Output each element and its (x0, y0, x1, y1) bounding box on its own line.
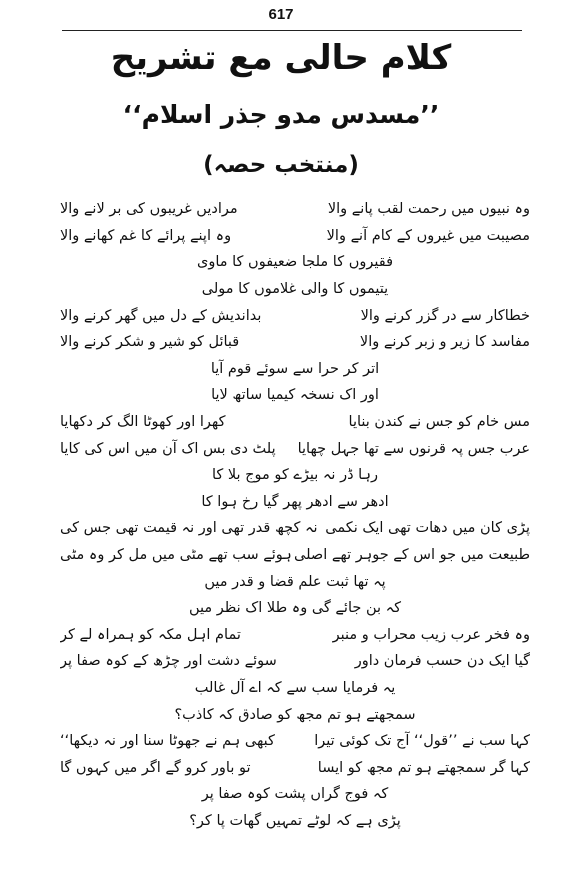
verse-left-half: پلٹ دی بس اک آن میں اس کی کایا (60, 440, 276, 457)
verse-right-half: طبیعت میں جو اس کے جوہر تھے اصلی (294, 546, 530, 563)
poem-line-couplet (60, 622, 530, 649)
poem-line-couplet (60, 409, 530, 436)
verse-text: فقیروں کا ملجا ضعیفوں کا ماوی (196, 254, 394, 271)
poem-line-centered (60, 568, 530, 595)
poem-line-couplet (60, 754, 530, 781)
verse-right-half: خطاکار سے در گزر کرنے والا (360, 307, 530, 324)
poem-line-centered (60, 489, 530, 516)
verse-right-half: وہ نبیوں میں رحمت لقب پانے والا (327, 201, 530, 218)
page-number: 617 (268, 6, 294, 23)
verse-left-half: وہ اپنے پرائے کا غم کھانے والا (60, 227, 232, 244)
verse-left-half: ہوئے سب تھے مٹی میں مل کر وہ مٹی (60, 546, 292, 563)
verse-right-half: وہ فخر عرب زیب محراب و منبر (332, 626, 530, 643)
poem-line-couplet (60, 728, 530, 755)
verse-right-half: کہا گر سمجھتے ہو تم مجھ کو ایسا (317, 759, 530, 776)
verse-right-half: عرب جس پہ قرنوں سے تھا جہل چھایا (297, 440, 530, 457)
verse-right-half: پڑی کان میں دھات تھی ایک نکمی (325, 520, 530, 537)
poem-line-couplet (60, 542, 530, 569)
verse-left-half: مرادیں غریبوں کی بر لانے والا (60, 201, 238, 218)
verse-text: رہا ڈر نہ بیڑے کو موج بلا کا (211, 467, 379, 484)
poem-line-couplet (60, 223, 530, 250)
poem-line-centered (60, 595, 530, 622)
verse-text: اور اک نسخہ کیمیا ساتھ لایا (211, 387, 379, 404)
section-label: (منتخب حصہ) (203, 152, 359, 178)
verse-left-half: کھرا اور کھوٹا الگ کر دکھایا (60, 413, 226, 430)
verse-left-half: نہ کچھ قدر تھی اور نہ قیمت تھی جس کی (60, 520, 318, 537)
verse-text: سمجھتے ہو تم مجھ کو صادق کہ کاذب؟ (174, 706, 416, 723)
poem-line-couplet (60, 648, 530, 675)
poem-line-couplet (60, 329, 530, 356)
verse-left-half: تو باور کرو گے اگر میں کہوں گا (60, 759, 251, 776)
verse-right-half: مفاسد کا زیر و زبر کرنے والا (359, 334, 530, 351)
poem-line-couplet (60, 515, 530, 542)
poem-line-centered (60, 249, 530, 276)
page-title: کلام حالی مع تشریح (110, 38, 452, 78)
verse-right-half: مس خام کو جس نے کندن بنایا (348, 413, 530, 430)
verse-text: یہ فرمایا سب سے کہ اے آل غالب (194, 679, 396, 696)
verse-left-half: تمام اہل مکہ کو ہمراہ لے کر (60, 626, 241, 643)
verse-text: ادھر سے ادھر پھر گیا رخ ہوا کا (201, 493, 389, 510)
verse-left-half: کبھی ہم نے جھوٹا سنا اور نہ دیکھا‘‘ (60, 733, 275, 750)
verse-left-half: بداندیش کے دل میں گھر کرنے والا (60, 307, 262, 324)
poem-line-centered (60, 675, 530, 702)
verse-text: اتر کر حرا سے سوئے قوم آیا (210, 360, 380, 377)
poem-line-centered (60, 701, 530, 728)
verse-right-half: مصیبت میں غیروں کے کام آنے والا (326, 227, 530, 244)
poem-subtitle: ’’مسدس مدو جذر اسلام‘‘ (122, 100, 440, 129)
poem-line-centered (60, 781, 530, 808)
poem-line-couplet (60, 302, 530, 329)
verse-text: یتیموں کا والی غلاموں کا مولی (201, 281, 389, 298)
verse-left-half: سوئے دشت اور چڑھ کے کوہ صفا پر (60, 653, 277, 670)
verse-right-half: کہا سب نے ’’قول‘‘ آج تک کوئی تیرا (314, 733, 530, 750)
header-rule (62, 30, 522, 31)
poem-line-centered (60, 808, 530, 835)
verse-right-half: گیا ایک دن حسب فرمان داور (354, 653, 530, 670)
verse-left-half: قبائل کو شیر و شکر کرنے والا (60, 334, 240, 351)
poem-line-centered (60, 276, 530, 303)
poem-line-couplet (60, 196, 530, 223)
verse-text: کہ بن جائے گی وہ طلا اک نظر میں (188, 600, 402, 617)
poem-line-centered (60, 356, 530, 383)
verse-text: پڑی ہے کہ لوٹے تمہیں گھات پا کر؟ (189, 812, 401, 829)
verse-text: کہ فوج گراں پشت کوہ صفا پر (201, 786, 389, 803)
poem-line-centered (60, 462, 530, 489)
poem-line-centered (60, 382, 530, 409)
verse-text: پہ تھا ثبت علم قضا و قدر میں (204, 573, 386, 590)
poem-body (60, 196, 530, 834)
poem-line-couplet (60, 435, 530, 462)
